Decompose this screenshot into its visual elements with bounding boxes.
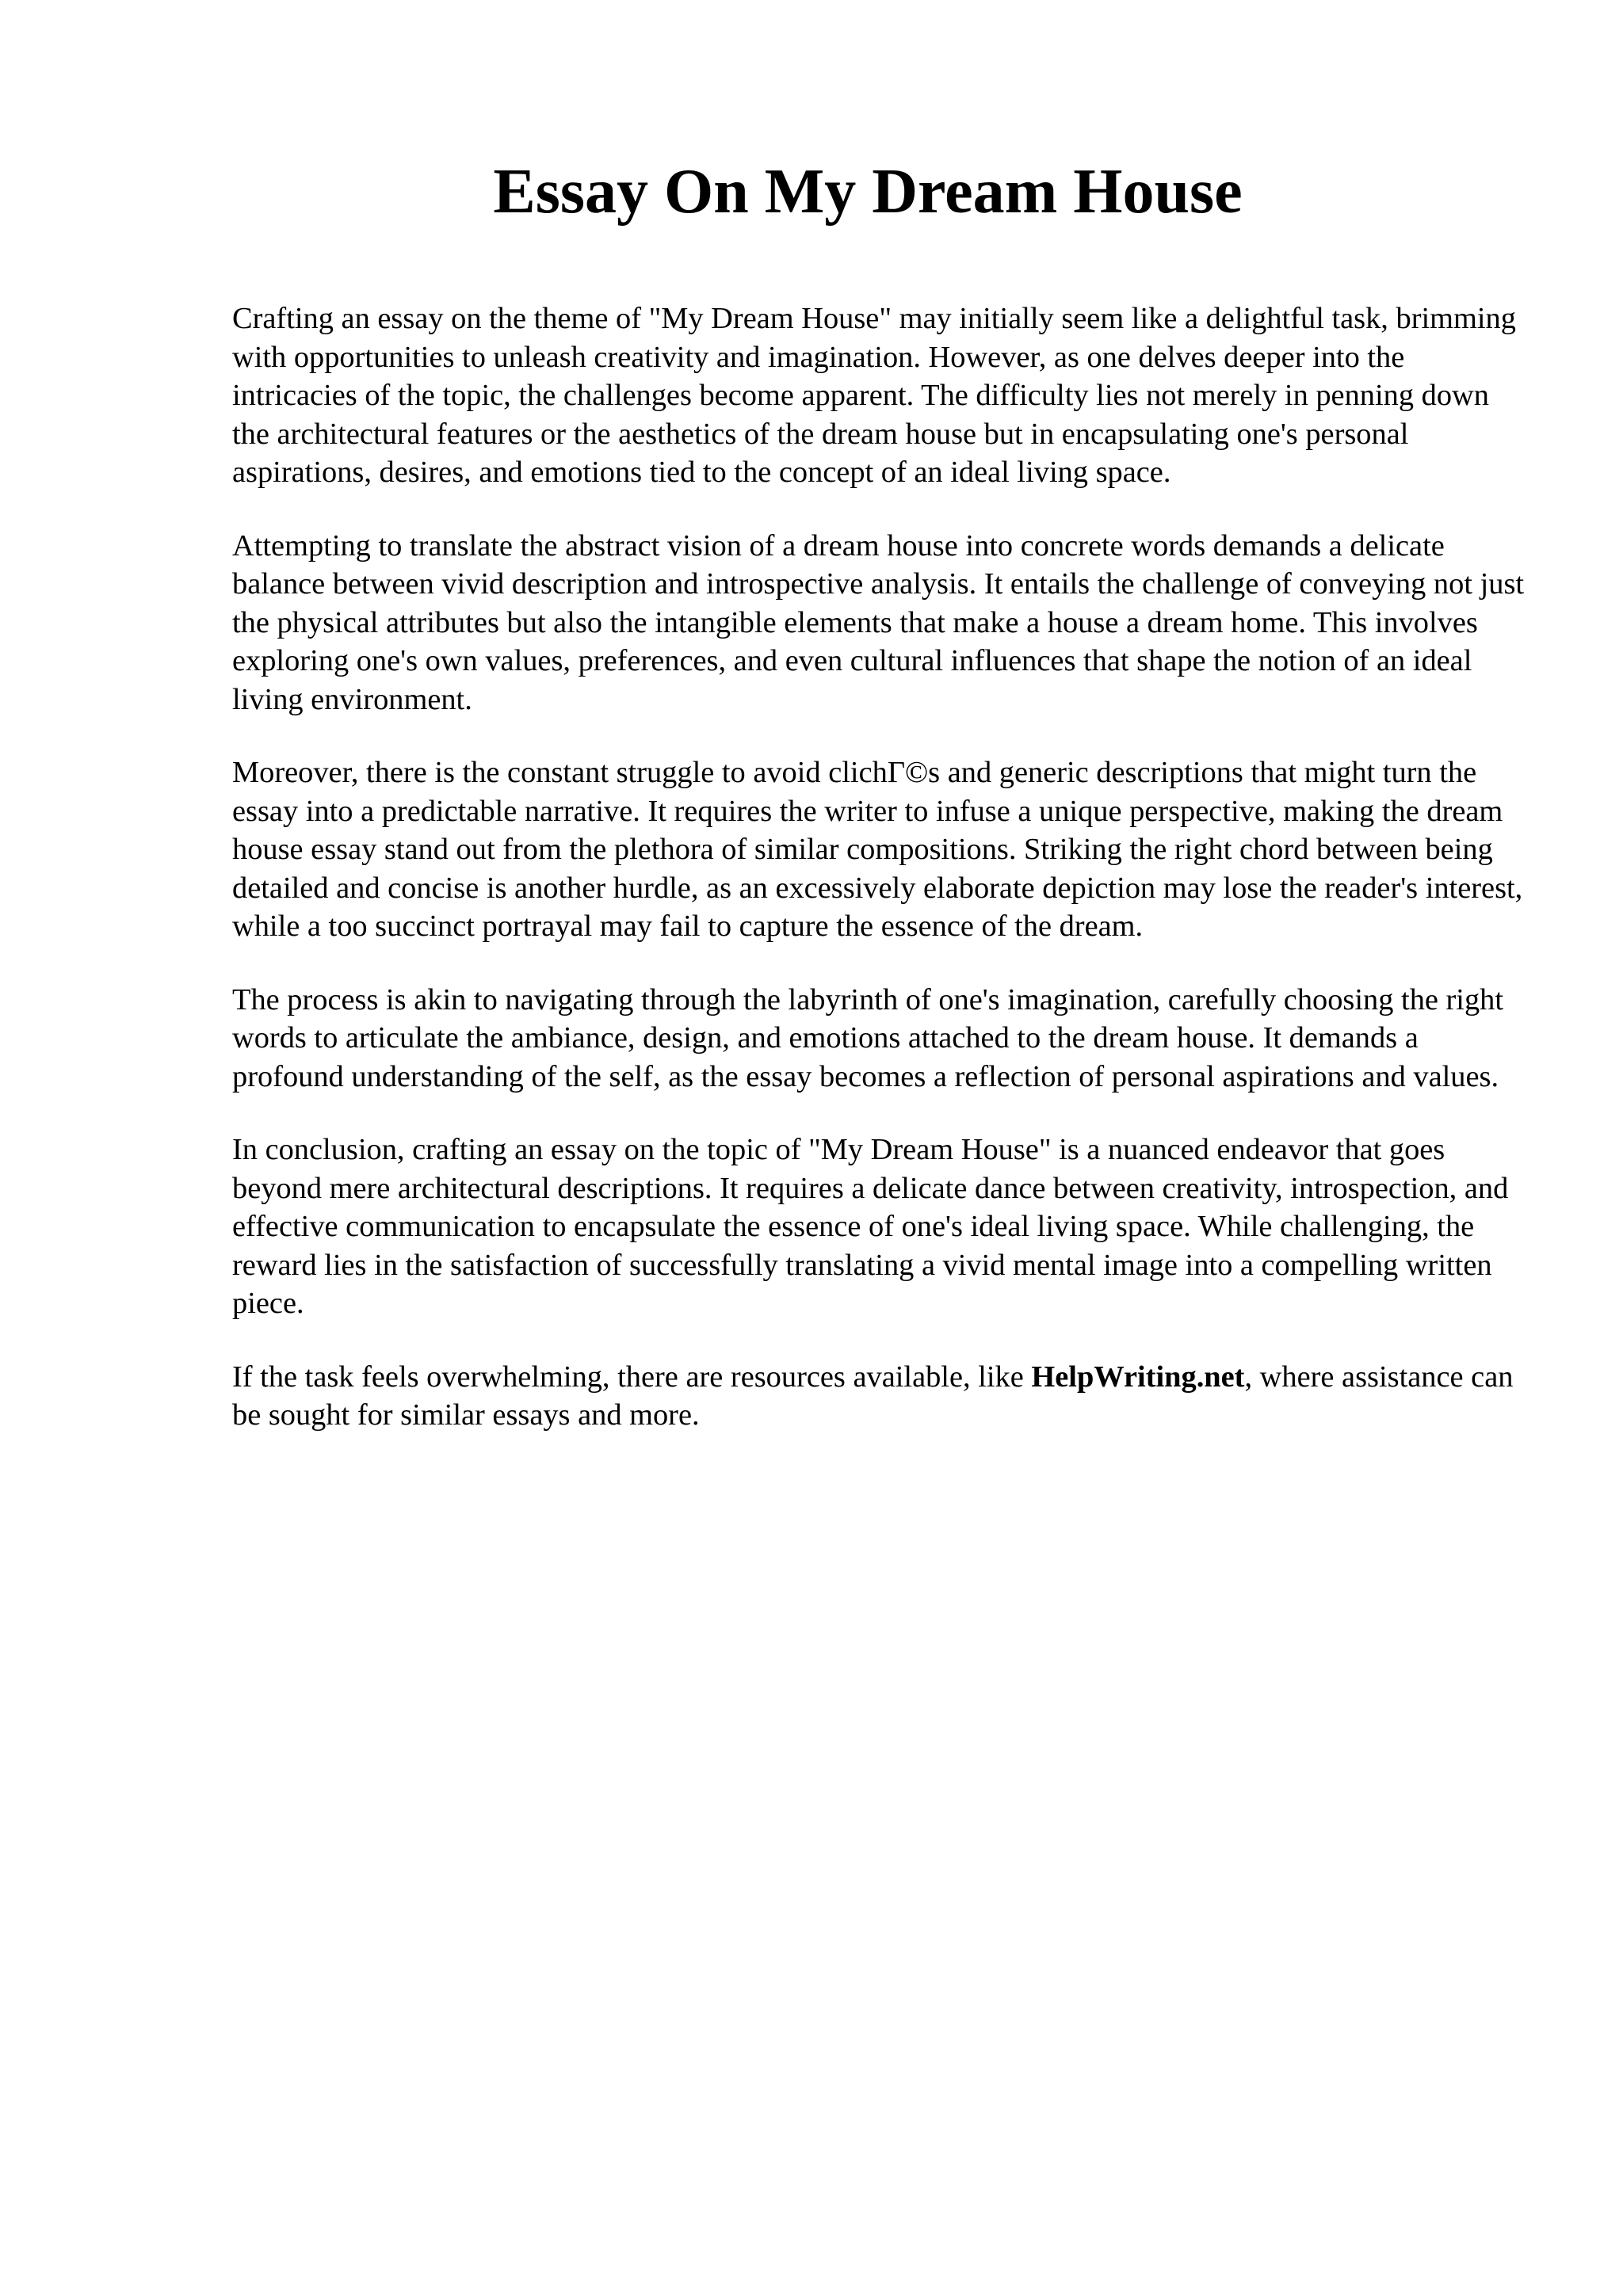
paragraph-5: In conclusion, crafting an essay on the topic of "My Dream House" is a nuanced endeavor that goes beyond mere architectural descriptions. It requires a delicate dance between creativity, introspection, and effective communication to encapsulate the essence of one's ideal living space. While challenging, the reward lies in the satisfaction of successfully translating a vivid mental image into a compelling written piece. [232, 1133, 1509, 1320]
paragraph-6 [232, 1358, 1532, 1435]
paragraph-2: Attempting to translate the abstract vision of a dream house into concrete words demands a delicate balance between vivid description and introspective analysis. It entails the challenge of conveying not just the physical attributes but also the intangible elements that make a house a dream home. This involves exploring one's own values, preferences, and even cultural influences that shape the notion of an ideal living environment. [232, 528, 1525, 716]
essay-body [232, 299, 1532, 1470]
paragraph-6-outro: , where assistance can be sought for similar essays and more. [232, 1360, 1514, 1432]
paragraph-1: Crafting an essay on the theme of "My Dream House" may initially seem like a delightful task, brimming with opportunities to unleash creativity and imagination. However, as one delves deeper into the intricacies of the topic, the challenges become apparent. The difficulty lies not merely in penning down the architectural features or the aesthetics of the dream house but in encapsulating one's personal aspirations, desires, and emotions tied to the concept of an ideal living space. [232, 302, 1516, 489]
helpwriting-link[interactable]: HelpWriting.net [1031, 1360, 1245, 1394]
page-title: Essay On My Dream House [493, 157, 1243, 227]
paragraph-3: Moreover, there is the constant struggle to avoid clichΓ©s and generic descriptions that might turn the essay into a predictable narrative. It requires the writer to infuse a unique perspective, making the dream house essay stand out from the plethora of similar compositions. Striking the right chord between being detailed and concise is another hurdle, as an excessively elaborate depiction may lose the reader's interest, while a too succinct portrayal may fail to capture the essence of the dream. [232, 756, 1523, 943]
paragraph-4: The process is akin to navigating through the labyrinth of one's imagination, carefully choosing the right words to articulate the ambiance, design, and emotions attached to the dream house. It demands a profound understanding of the self, as the essay becomes a reflection of personal aspirations and values. [232, 982, 1504, 1093]
paragraph-6-intro: If the task feels overwhelming, there are resources available, like [232, 1360, 1032, 1394]
